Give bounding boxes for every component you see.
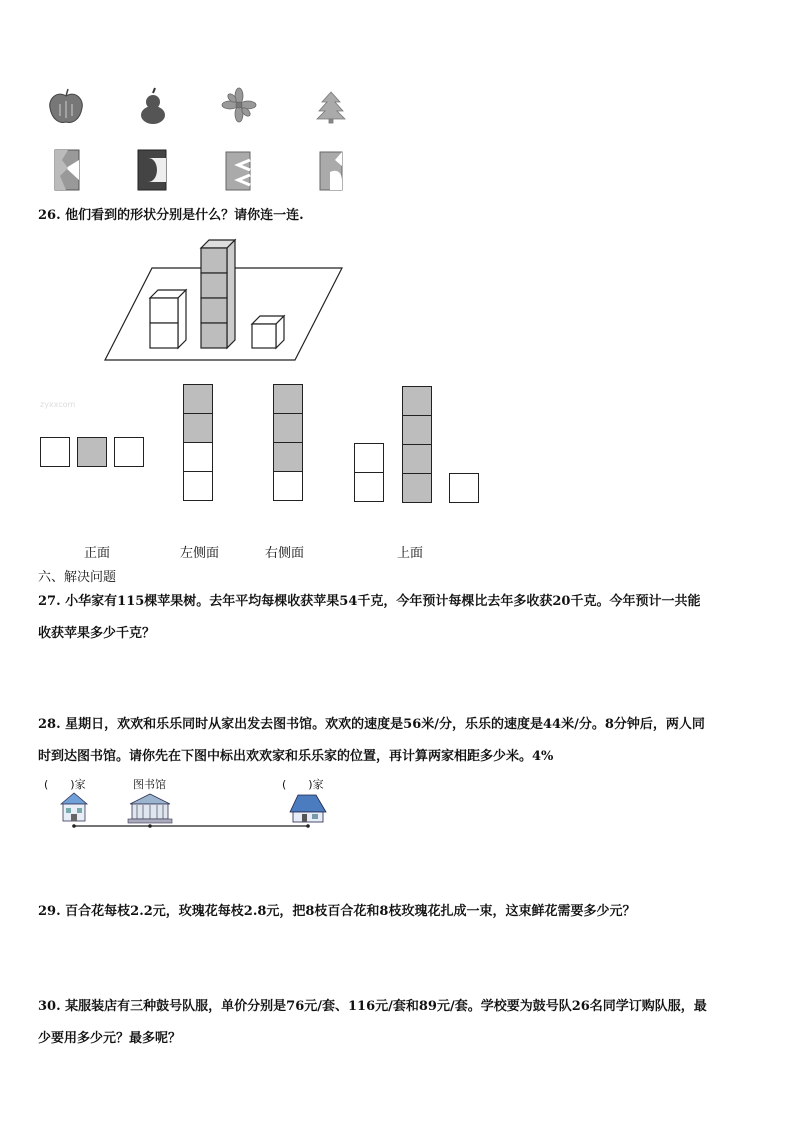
question-30 xyxy=(38,991,758,1055)
view-square-grey xyxy=(183,413,213,443)
view-square xyxy=(354,472,384,502)
view-square-grey xyxy=(183,384,213,414)
question-text-line2: 收获苹果多少千克？ xyxy=(38,626,156,641)
view-square-grey xyxy=(402,473,432,503)
cutout-4-icon xyxy=(320,152,342,190)
label-front: 正面 xyxy=(84,546,111,561)
view-square xyxy=(273,471,303,501)
question-text: 他们看到的形状分别是什么？请你连一连. xyxy=(65,208,304,223)
question-number: 27. xyxy=(38,594,61,609)
library-building-icon xyxy=(128,794,172,823)
shape-pictures xyxy=(0,0,794,200)
view-square xyxy=(114,437,144,467)
label-home-right: ( )家 xyxy=(282,778,324,791)
question-text-line1: 某服装店有三种鼓号队服，单价分别是76元/套、116元/套和89元/套。学校要为鼓号队26名同学订购队服，最 xyxy=(65,999,707,1014)
cutout-2-icon xyxy=(138,150,166,190)
section-heading: 六、解决问题 xyxy=(38,570,117,585)
view-square xyxy=(449,473,479,503)
flower-icon xyxy=(222,88,256,122)
apple-icon xyxy=(50,89,83,122)
view-square-grey xyxy=(402,386,432,416)
view-square xyxy=(354,443,384,473)
question-number: 30. xyxy=(38,999,61,1014)
label-left-side: 左侧面 xyxy=(180,546,220,561)
tree-icon xyxy=(317,92,345,123)
cube-scene xyxy=(0,230,400,370)
view-square-grey xyxy=(77,437,107,467)
right-cube xyxy=(252,316,284,348)
middle-cube-stack xyxy=(201,240,235,348)
question-text-line2: 时到达图书馆。请你先在下图中标出欢欢家和乐乐家的位置，再计算两家相距多少米。4% xyxy=(38,749,554,764)
label-home-left: ( )家 xyxy=(44,778,86,791)
cutout-3-icon xyxy=(226,152,250,190)
house-left-icon xyxy=(61,793,87,821)
view-square-grey xyxy=(402,415,432,445)
question-29 xyxy=(38,896,758,928)
cutout-1-icon xyxy=(55,150,79,190)
view-square-grey xyxy=(273,442,303,472)
question-text: 百合花每枝2.2元，玫瑰花每枝2.8元，把8枝百合花和8枝玫瑰花扎成一束，这束鲜花需要多少元？ xyxy=(65,904,636,919)
gourd-icon xyxy=(141,88,165,124)
view-square-grey xyxy=(273,384,303,414)
question-text-line1: 星期日，欢欢和乐乐同时从家出发去图书馆。欢欢的速度是56米/分，乐乐的速度是44米/分。8分钟后，两人同 xyxy=(65,717,705,732)
question-number: 26. xyxy=(38,208,61,223)
route-diagram xyxy=(50,790,350,835)
left-cube-stack xyxy=(150,290,186,348)
route-point-library xyxy=(148,824,152,828)
question-27 xyxy=(38,586,758,650)
question-text-line2: 少要用多少元？最多呢？ xyxy=(38,1031,182,1046)
question-text-line1: 小华家有115棵苹果树。去年平均每棵收获苹果54千克，今年预计每棵比去年多收获20千克。今年预计一共能 xyxy=(65,594,701,609)
view-square xyxy=(183,471,213,501)
view-square-grey xyxy=(273,413,303,443)
question-26 xyxy=(38,200,304,232)
label-right-side: 右侧面 xyxy=(265,546,305,561)
question-number: 28. xyxy=(38,717,61,732)
question-number: 29. xyxy=(38,904,61,919)
watermark: zyxxcom xyxy=(40,400,76,409)
route-point-right xyxy=(306,824,310,828)
house-right-icon xyxy=(290,795,326,822)
label-library: 图书馆 xyxy=(133,778,166,791)
view-square-grey xyxy=(402,444,432,474)
route-point-left xyxy=(72,824,76,828)
question-28 xyxy=(38,709,758,773)
view-square xyxy=(40,437,70,467)
label-top: 上面 xyxy=(397,546,424,561)
view-square xyxy=(183,442,213,472)
